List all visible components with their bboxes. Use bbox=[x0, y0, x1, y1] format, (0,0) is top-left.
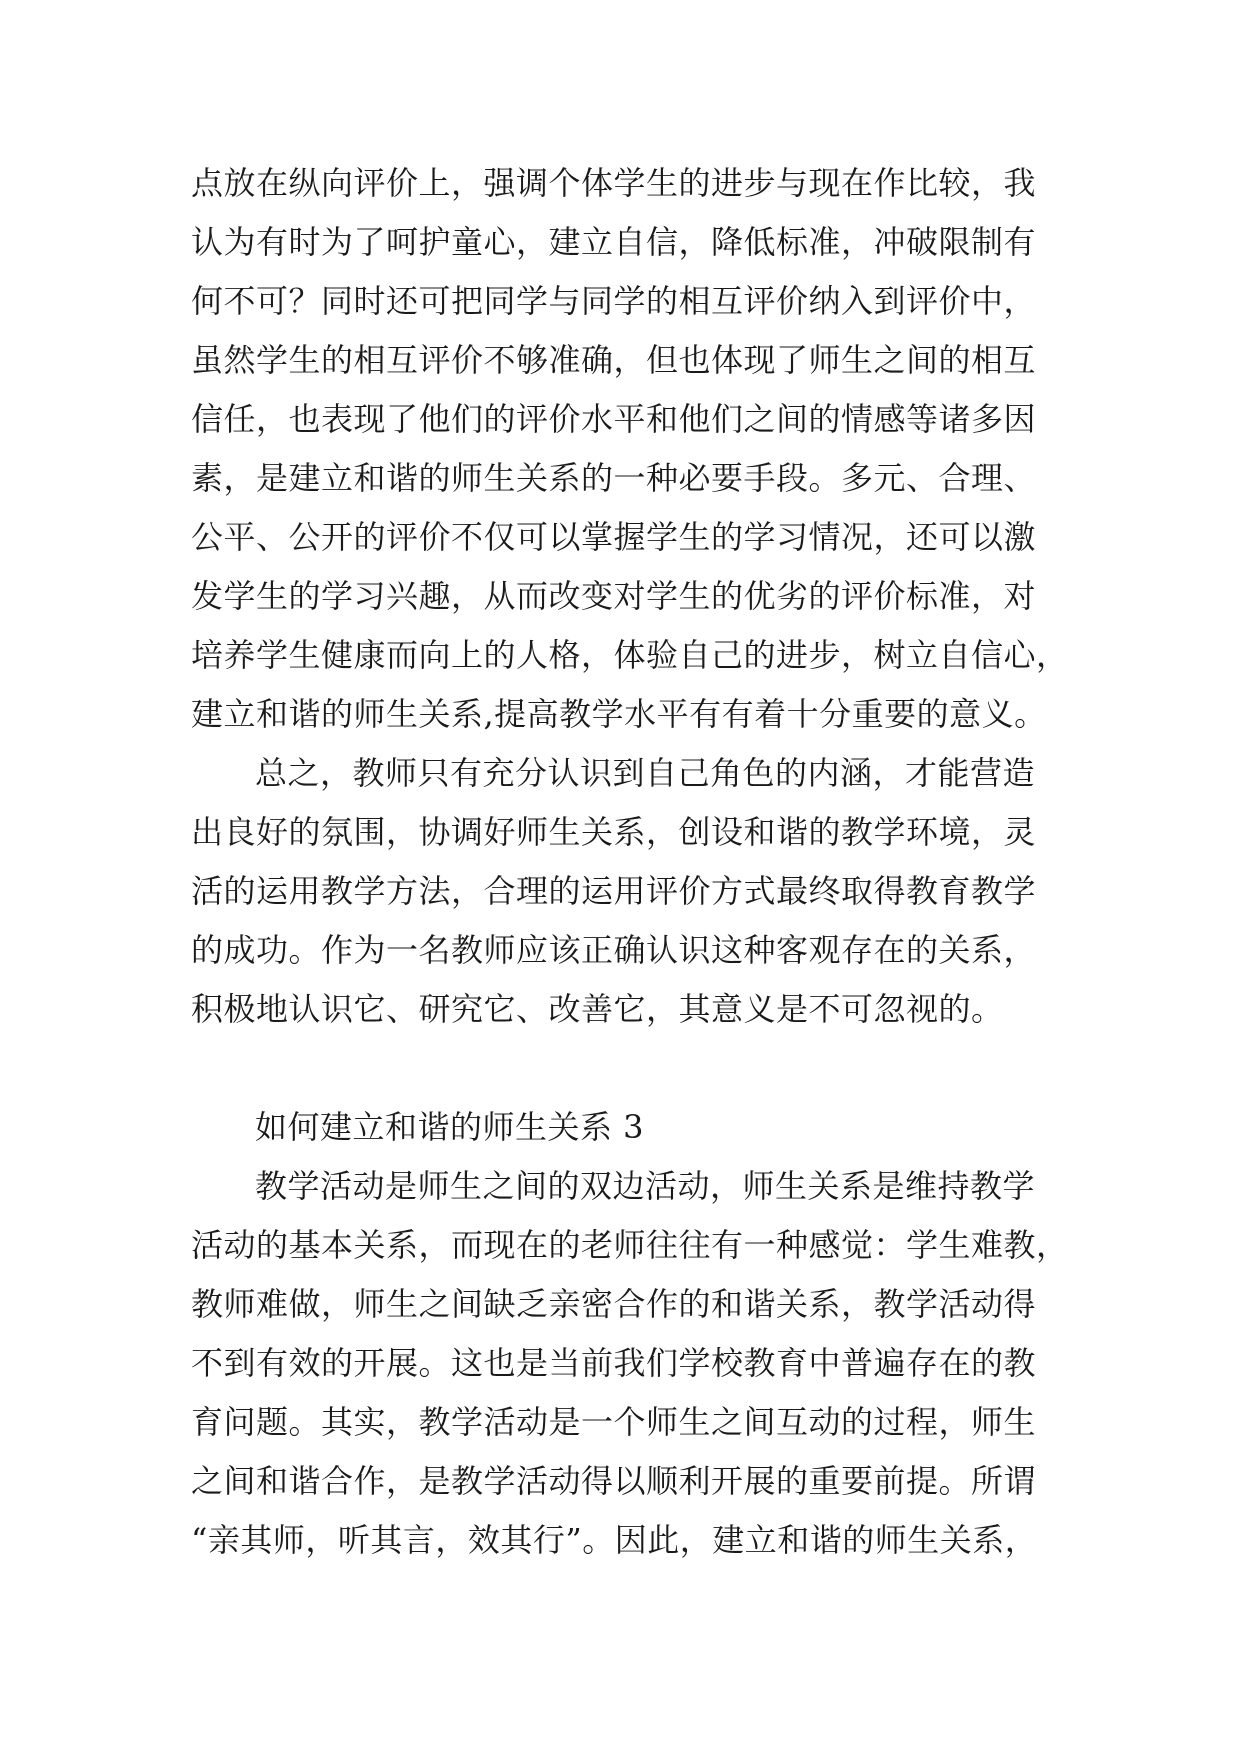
paragraph-line: 出良好的氛围，协调好师生关系，创设和谐的教学环境，灵 bbox=[191, 813, 1037, 851]
paragraph-line: 之间和谐合作，是教学活动得以顺利开展的重要前提。所谓 bbox=[191, 1462, 1037, 1500]
paragraph-line: 信任，也表现了他们的评价水平和他们之间的情感等诸多因 bbox=[191, 400, 1037, 438]
paragraph-line: 活的运用教学方法，合理的运用评价方式最终取得教育教学 bbox=[191, 872, 1037, 910]
paragraph-line: 总之，教师只有充分认识到自己角色的内涵，才能营造 bbox=[255, 754, 1036, 792]
paragraph-line: 何不可？同时还可把同学与同学的相互评价纳入到评价中， bbox=[191, 282, 1037, 320]
paragraph-line: 点放在纵向评价上，强调个体学生的进步与现在作比较，我 bbox=[191, 164, 1037, 202]
paragraph-line: 育问题。其实，教学活动是一个师生之间互动的过程，师生 bbox=[191, 1403, 1037, 1441]
paragraph-line: 建立和谐的师生关系,提高教学水平有有着十分重要的意义。 bbox=[191, 695, 1047, 733]
paragraph-line: 公平、公开的评价不仅可以掌握学生的学习情况，还可以激 bbox=[191, 518, 1037, 556]
paragraph-line: 活动的基本关系，而现在的老师往往有一种感觉：学生难教， bbox=[191, 1226, 1069, 1264]
paragraph-line: 素，是建立和谐的师生关系的一种必要手段。多元、合理、 bbox=[191, 459, 1037, 497]
paragraph-line: 不到有效的开展。这也是当前我们学校教育中普遍存在的教 bbox=[191, 1344, 1037, 1382]
paragraph-line: 认为有时为了呵护童心，建立自信，降低标准，冲破限制有 bbox=[191, 223, 1037, 261]
paragraph-line: 虽然学生的相互评价不够准确，但也体现了师生之间的相互 bbox=[191, 341, 1037, 379]
paragraph-line: 教师难做，师生之间缺乏亲密合作的和谐关系，教学活动得 bbox=[191, 1285, 1037, 1323]
section-heading: 如何建立和谐的师生关系 3 bbox=[255, 1108, 645, 1146]
paragraph-line: 积极地认识它、研究它、改善它，其意义是不可忽视的。 bbox=[191, 990, 1004, 1028]
paragraph-line: 发学生的学习兴趣，从而改变对学生的优劣的评价标准，对 bbox=[191, 577, 1037, 615]
paragraph-line: 教学活动是师生之间的双边活动，师生关系是维持教学 bbox=[255, 1167, 1036, 1205]
paragraph-line: 培养学生健康而向上的人格，体验自己的进步，树立自信心， bbox=[191, 636, 1069, 674]
paragraph-line: 的成功。作为一名教师应该正确认识这种客观存在的关系， bbox=[191, 931, 1037, 969]
paragraph-line: “亲其师，听其言，效其行”。因此，建立和谐的师生关系， bbox=[191, 1521, 1038, 1559]
